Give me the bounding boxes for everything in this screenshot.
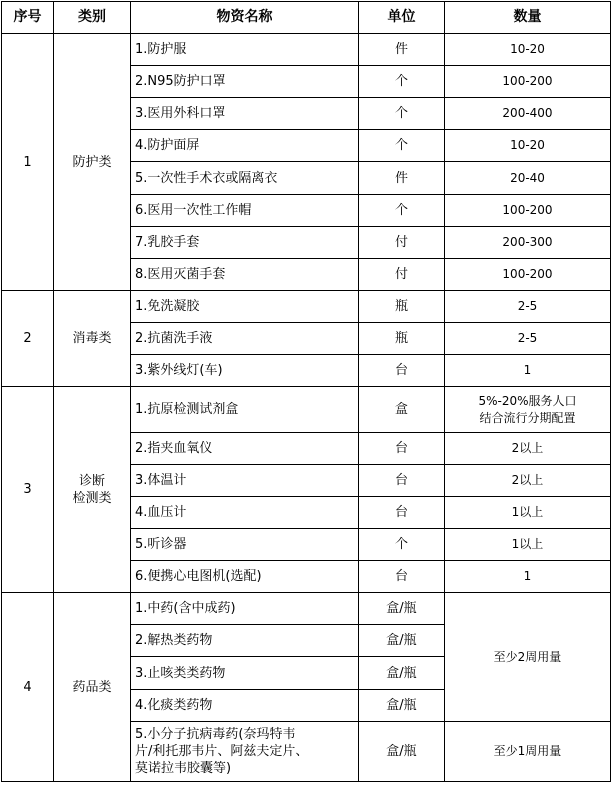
item-unit: 盒/瓶 (359, 657, 445, 690)
item-name: 4.防护面屏 (131, 130, 359, 162)
item-unit: 台 (359, 561, 445, 593)
item-quantity: 10-20 (445, 34, 611, 66)
group-index: 2 (2, 291, 54, 387)
item-name: 3.止咳类类药物 (131, 657, 359, 690)
group-category (54, 387, 131, 593)
item-quantity: 1 (445, 561, 611, 593)
item-unit: 瓶 (359, 291, 445, 323)
item-name-line: 莫诺拉韦胶囊等) (135, 761, 232, 776)
item-unit: 个 (359, 130, 445, 162)
group-category: 消毒类 (54, 291, 131, 387)
item-name: 5.听诊器 (131, 529, 359, 561)
item-unit: 个 (359, 529, 445, 561)
supply-table (1, 1, 611, 782)
header-quantity: 数量 (445, 2, 611, 34)
item-name: 3.医用外科口罩 (131, 98, 359, 130)
item-name: 2.抗菌洗手液 (131, 323, 359, 355)
group-index: 1 (2, 34, 54, 291)
header-index: 序号 (2, 2, 54, 34)
item-quantity: 1以上 (445, 497, 611, 529)
item-name: 1.免洗凝胶 (131, 291, 359, 323)
item-unit: 个 (359, 66, 445, 98)
item-quantity: 200-400 (445, 98, 611, 130)
item-name: 5.一次性手术衣或隔离衣 (131, 162, 359, 195)
item-quantity: 20-40 (445, 162, 611, 195)
item-unit: 盒/瓶 (359, 593, 445, 625)
item-name: 2.指夹血氧仪 (131, 433, 359, 465)
header-category: 类别 (54, 2, 131, 34)
item-quantity: 100-200 (445, 195, 611, 227)
group-category-line: 诊断 (78, 473, 105, 489)
item-name: 6.医用一次性工作帽 (131, 195, 359, 227)
item-name (131, 722, 359, 782)
item-quantity: 1 (445, 355, 611, 387)
item-unit: 瓶 (359, 323, 445, 355)
table-row (2, 387, 611, 433)
item-name: 1.抗原检测试剂盒 (131, 387, 359, 433)
item-quantity: 200-300 (445, 227, 611, 259)
item-name: 4.血压计 (131, 497, 359, 529)
item-quantity-line: 结合流行分期配置 (479, 410, 576, 425)
header-unit: 单位 (359, 2, 445, 34)
item-name: 1.防护服 (131, 34, 359, 66)
item-quantity-line: 5%-20%服务人口 (478, 393, 577, 408)
item-quantity-merged: 至少2周用量 (445, 593, 611, 722)
item-name: 2.解热类药物 (131, 625, 359, 657)
item-name: 4.化痰类药物 (131, 690, 359, 722)
item-unit: 盒/瓶 (359, 690, 445, 722)
group-index: 4 (2, 593, 54, 782)
item-unit: 盒/瓶 (359, 625, 445, 657)
item-name: 8.医用灭菌手套 (131, 259, 359, 291)
item-name-line: 片/利托那韦片、阿兹夫定片、 (135, 744, 309, 759)
item-quantity: 1以上 (445, 529, 611, 561)
item-quantity: 100-200 (445, 259, 611, 291)
item-quantity: 2以上 (445, 465, 611, 497)
item-unit: 件 (359, 34, 445, 66)
item-unit: 台 (359, 465, 445, 497)
item-name: 6.便携心电图机(选配) (131, 561, 359, 593)
item-unit: 盒/瓶 (359, 722, 445, 782)
header-row (2, 2, 611, 34)
item-quantity: 至少1周用量 (445, 722, 611, 782)
item-name: 3.紫外线灯(车) (131, 355, 359, 387)
item-unit: 个 (359, 98, 445, 130)
group-category: 药品类 (54, 593, 131, 782)
item-name: 2.N95防护口罩 (131, 66, 359, 98)
item-quantity (445, 387, 611, 433)
item-quantity: 10-20 (445, 130, 611, 162)
item-unit: 件 (359, 162, 445, 195)
supply-table-container (1, 1, 611, 782)
item-unit: 付 (359, 227, 445, 259)
group-category-line: 检测类 (72, 490, 112, 506)
item-name: 3.体温计 (131, 465, 359, 497)
table-row (2, 34, 611, 66)
item-unit: 盒 (359, 387, 445, 433)
item-quantity: 2-5 (445, 291, 611, 323)
item-name: 7.乳胶手套 (131, 227, 359, 259)
item-name: 1.中药(含中成药) (131, 593, 359, 625)
item-unit: 付 (359, 259, 445, 291)
item-quantity: 2以上 (445, 433, 611, 465)
item-unit: 台 (359, 497, 445, 529)
item-unit: 台 (359, 355, 445, 387)
table-row (2, 291, 611, 323)
header-name: 物资名称 (131, 2, 359, 34)
table-row (2, 593, 611, 625)
item-unit: 台 (359, 433, 445, 465)
item-name-line: 5.小分子抗病毒药(奈玛特韦 (135, 727, 296, 742)
group-index: 3 (2, 387, 54, 593)
group-category: 防护类 (54, 34, 131, 291)
item-quantity: 100-200 (445, 66, 611, 98)
item-quantity: 2-5 (445, 323, 611, 355)
item-unit: 个 (359, 195, 445, 227)
